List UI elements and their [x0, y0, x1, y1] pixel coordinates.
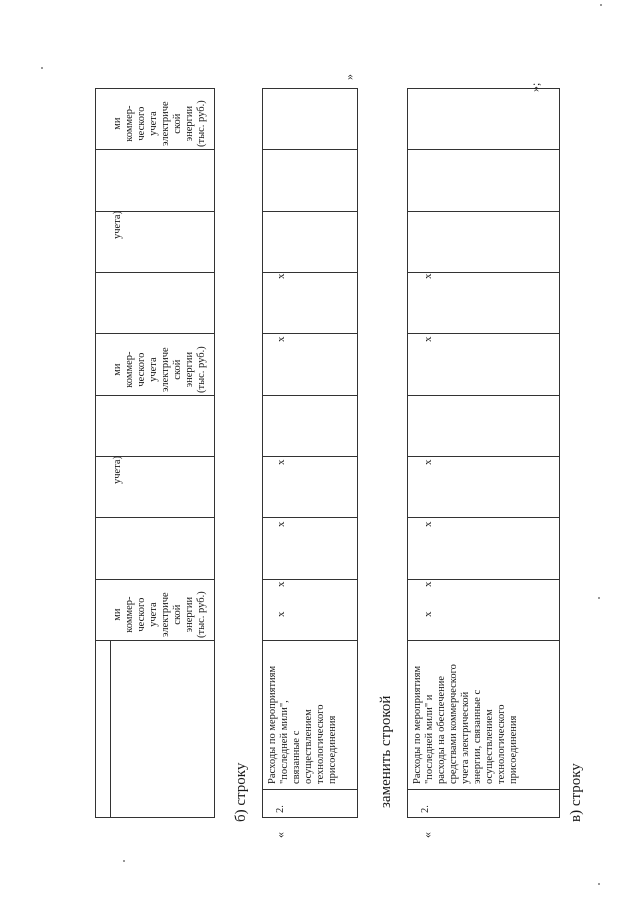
scan-speck [598, 597, 600, 599]
row-c-x-2: x [422, 336, 434, 342]
row-c-x-6: x [422, 611, 434, 617]
row-b-x-2: x [275, 336, 287, 342]
row-c-number: 2. [420, 805, 431, 813]
row-c-description: Расходы по мероприятиям "последней мили" и расходы на обеспечение средствами коммерческого учета электрической энергии, связанные с осуществлением технологического присоединения [412, 664, 519, 784]
section-v-label: в) строку [568, 763, 584, 822]
scan-speck [41, 67, 43, 69]
header-cell-2: учета) [112, 210, 123, 239]
row-b-close-quote: » [342, 74, 356, 80]
section-b-label: б) строку [233, 762, 249, 822]
replace-label: заменить строкой [378, 695, 394, 808]
row-b-open-quote: « [273, 832, 287, 838]
header-table [95, 88, 215, 818]
row-c-x-3: x [422, 459, 434, 465]
scan-speck [598, 883, 600, 885]
header-cell-1: ми коммер- ческого учета электриче ской энергии (тыс. руб.) [112, 100, 207, 147]
scan-speck [600, 4, 602, 6]
row-c-close-quote: »; [528, 82, 542, 92]
header-cell-5: ми коммер- ческого учета электриче ской энергии (тыс. руб.) [112, 591, 207, 638]
row-b-x-1: x [275, 273, 287, 279]
row-b-x-5: x [275, 581, 287, 587]
row-b-table [262, 88, 358, 818]
row-b-description: Расходы по мероприятиям "последней мили", связанные с осуществлением технологического присоединения [267, 665, 338, 784]
row-c-x-4: x [422, 521, 434, 527]
header-cell-4: учета) [112, 455, 123, 484]
row-b-x-4: x [275, 521, 287, 527]
row-c-x-5: x [422, 581, 434, 587]
row-b-x-6: x [275, 611, 287, 617]
row-b-x-3: x [275, 459, 287, 465]
row-b-number: 2. [275, 805, 286, 813]
scan-speck [123, 860, 125, 862]
row-c-open-quote: « [420, 832, 434, 838]
row-c-x-1: x [422, 273, 434, 279]
header-cell-3: ми коммер- ческого учета электриче ской энергии (тыс. руб.) [112, 346, 207, 393]
row-c-table [407, 88, 560, 818]
